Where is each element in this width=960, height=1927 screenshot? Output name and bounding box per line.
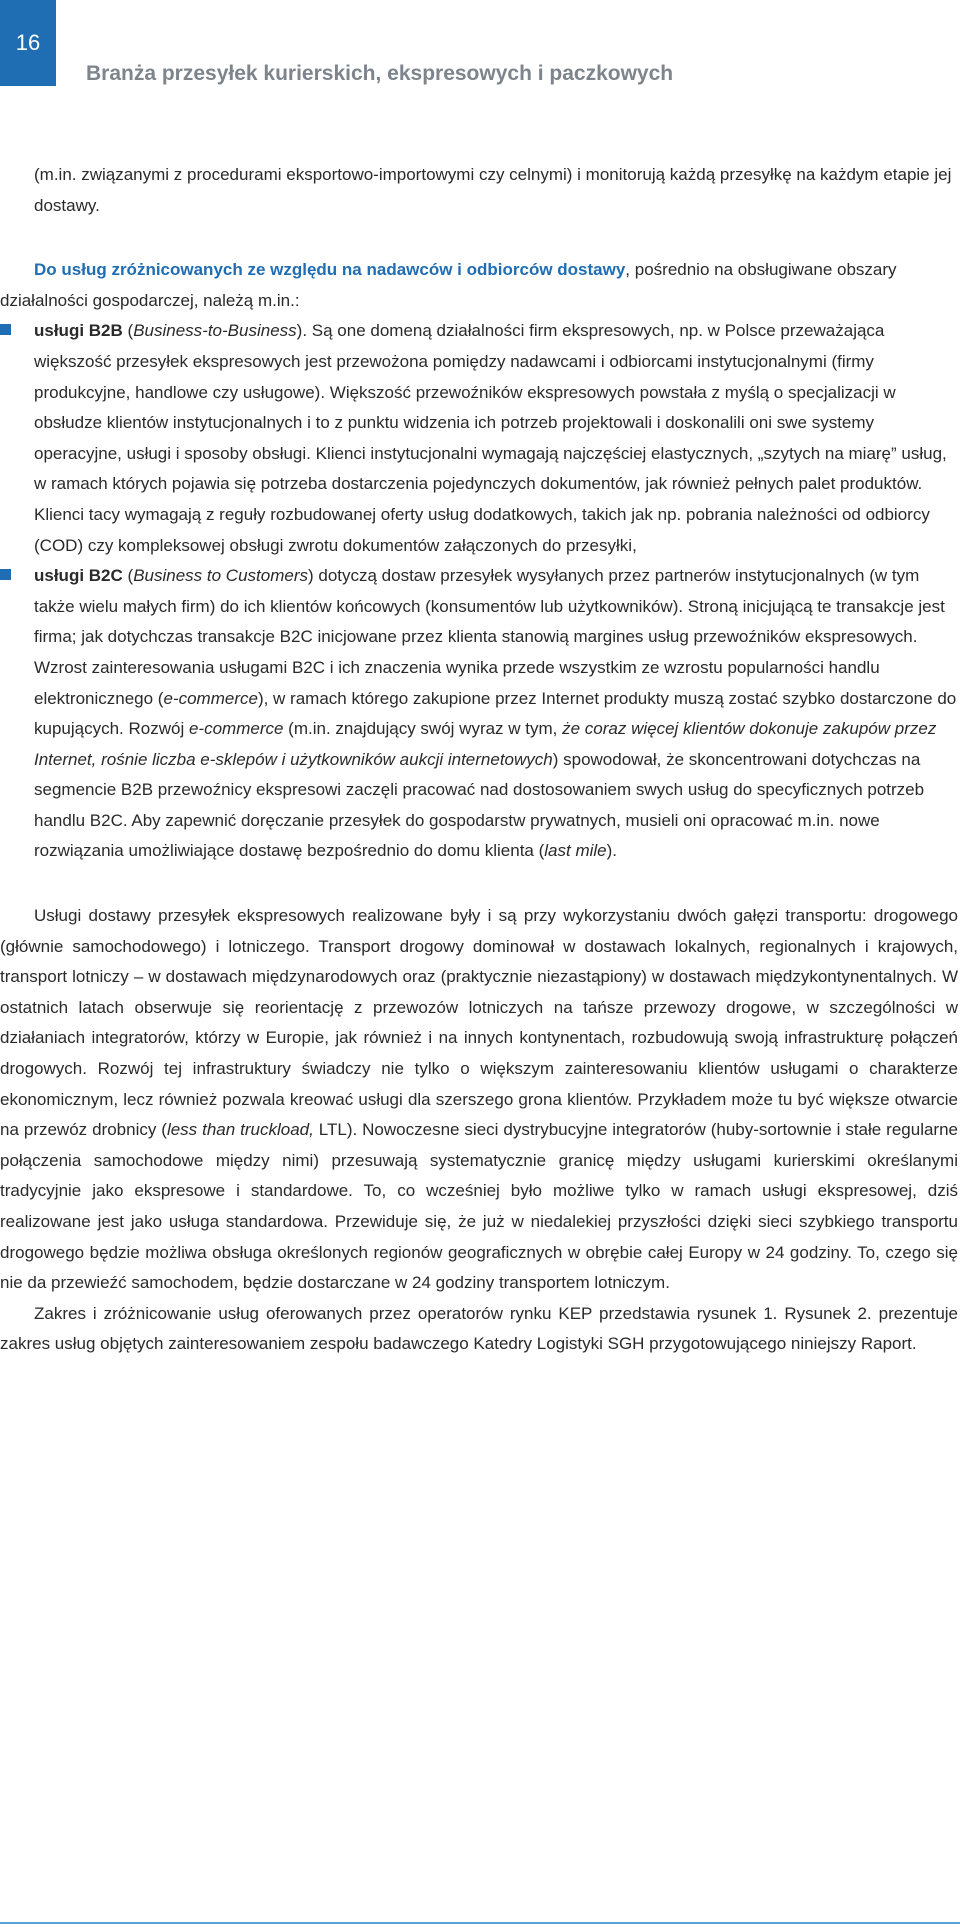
body-p1-a: Usługi dostawy przesyłek ekspresowych realizowane były i są przy wykorzystaniu dwóch gałęzi transportu: drogowego (głównie samochodowego) i lotniczego. Transport drogowy dominował w dostawach lokalnych, regionalnych i krajowych, transport lotniczy – w dostawach międzynarodowych oraz (praktycznie niezastąpiony) w dostawach międzykontynentalnych. W ostatnich latach obserwuje się reorientację z przewozów lotniczych na tańsze przewozy drogowe, w szczególności w działaniach integratorów, którzy w Europie, jak również i na innych kontynentach, rozbudowują swoją infrastrukturę połączeń drogowych. Rozwój tej infrastruktury świadczy nie tylko o większym zainteresowaniu klientów usługami o charakterze ekonomicznym, lecz również pozwala kreować usługi dla szerszego grona klientów. Przykładem może tu być większe otwarcie na przewóz drobnicy ( [0,906,958,1140]
square-bullet-icon [0,324,11,335]
b2c-italic-quote: że coraz więcej klientów dokonuje zakupów przez Internet, rośnie liczba e-sklepów i użytkowników aukcji internetowych [34,719,937,769]
intro-continuation: (m.in. związanymi z procedurami eksportowo-importowymi czy celnymi) i monitorują każdą przesyłkę na każdym etapie jej dostawy. [34,165,952,215]
body-p1-ltl: less than truckload, [166,1120,314,1140]
services-lead [0,255,958,316]
b2b-text: ). Są one domeną działalności firm ekspresowych, np. w Polsce przeważająca większość przesyłek ekspresowych jest przewożona pomiędzy nadawcami i odbiorcami instytucjonalnymi (firmy produkcyjne, handlowe czy usługowe). Większość przewoźników ekspresowych powstała z myślą o specjalizacji w obsłudze klientów instytucjonalnych i to z punktu widzenia ich potrzeb projektowali i doskonalili oni swe systemy operacyjne, usługi i sposoby obsługi. Klienci instytucjonalni wymagają najczęściej elastycznych, „szytych na miarę” usług, w ramach których pojawia się potrzeba dostarczenia pojedynczych dokumentów, jak również pełnych palet produktów. Klienci tacy wymagają z reguły rozbudowanej oferty usług dodatkowych, takich jak np. pobrania należności od odbiorcy (COD) czy kompleksowej obsługi zwrotu dokumentów załączonych do przesyłki, [34,321,947,555]
list-item-b2c [0,561,958,867]
services-lead-rest: , pośrednio na obsługiwane obszary działalności gospodarczej, należą m.in.: [0,260,897,310]
b2c-term: Business to Customers [133,566,308,586]
b2c-label: usługi B2C [34,566,123,586]
b2c-ecommerce-1: e-commerce [163,688,258,708]
running-header: Branża przesyłek kurierskich, ekspresowych i paczkowych [86,62,674,85]
b2b-paren: ( [122,321,134,341]
list-item-b2b [0,316,958,561]
services-list [0,316,958,867]
b2b-label: usługi B2B [34,321,123,341]
b2c-paren: ( [122,566,134,586]
b2c-text-4: ) spowodował, że skoncentrowani dotychczas na segmencie B2B przewoźnicy ekspresowi zaczęli pracować nad dostosowaniem swych usług do specyficznych potrzeb handlu B2C. Aby zapewnić doręczanie przesyłek do gospodarstw prywatnych, musieli oni opracować m.in. nowe rozwiązania umożliwiające dostawę bezpośrednio do domu klienta ( [34,749,925,861]
services-lead-bold: Do usług zróżnicowanych ze względu na nadawców i odbiorców dostawy [34,260,626,280]
b2c-text-2: ), w ramach którego zakupione przez Internet produkty muszą zostać szybko dostarczone do kupujących. Rozwój [34,688,957,739]
b2c-text-3: (m.in. znajdujący swój wyraz w tym, [283,719,563,739]
body-p1-b: LTL). Nowoczesne sieci dystrybucyjne integratorów (huby-sortownie i stałe regularne połączenia samochodowe między nimi) przesuwają systematycznie granicę między usługami kurierskimi określanymi tradycyjnie jako ekspresowe i standardowe. To, co wcześniej było możliwe tylko w ramach usługi ekspresowej, dziś realizowane jest jako usługa standardowa. Przewiduje się, że już w niedalekiej przyszłości dzięki sieci szybkiego transportu drogowego będzie możliwa obsługa określonych regionów geograficznych w obrębie całej Europy w 24 godziny. To, czego się nie da przewieźć samochodem, będzie dostarczane w 24 godziny transportem lotniczym. [0,1120,958,1293]
b2c-text-1: ) dotyczą dostaw przesyłek wysyłanych przez partnerów instytucjonalnych (w tym także wielu małych firm) do ich klientów końcowych (konsumentów lub użytkowników). Stroną inicjującą te transakcje jest firma; jak dotychczas transakcje B2C inicjowane przez klienta stanowią margines usług przewoźników ekspresowych. Wzrost zainteresowania usługami B2C i ich znaczenia wynika przede wszystkim ze wzrostu popularności handlu elektronicznego ( [34,566,945,708]
footer-rule [0,1922,960,1924]
body-paragraph-figures: Zakres i zróżnicowanie usług oferowanych przez operatorów rynku KEP przedstawia rysunek 1. Rysunek 2. prezentuje zakres usług objętych zainteresowaniem zespołu badawczego Katedry Logistyki SGH przygotowującego niniejszy Raport. [0,1303,958,1354]
page-content [0,160,958,1360]
b2c-text-5: ). [606,841,618,861]
b2c-last-mile: last mile [544,841,607,861]
page-number: 16 [15,30,41,55]
body-paragraph-transport [0,901,958,1299]
b2c-ecommerce-2: e-commerce [188,719,284,739]
square-bullet-icon [0,569,11,580]
b2b-term: Business-to-Business [133,321,297,341]
